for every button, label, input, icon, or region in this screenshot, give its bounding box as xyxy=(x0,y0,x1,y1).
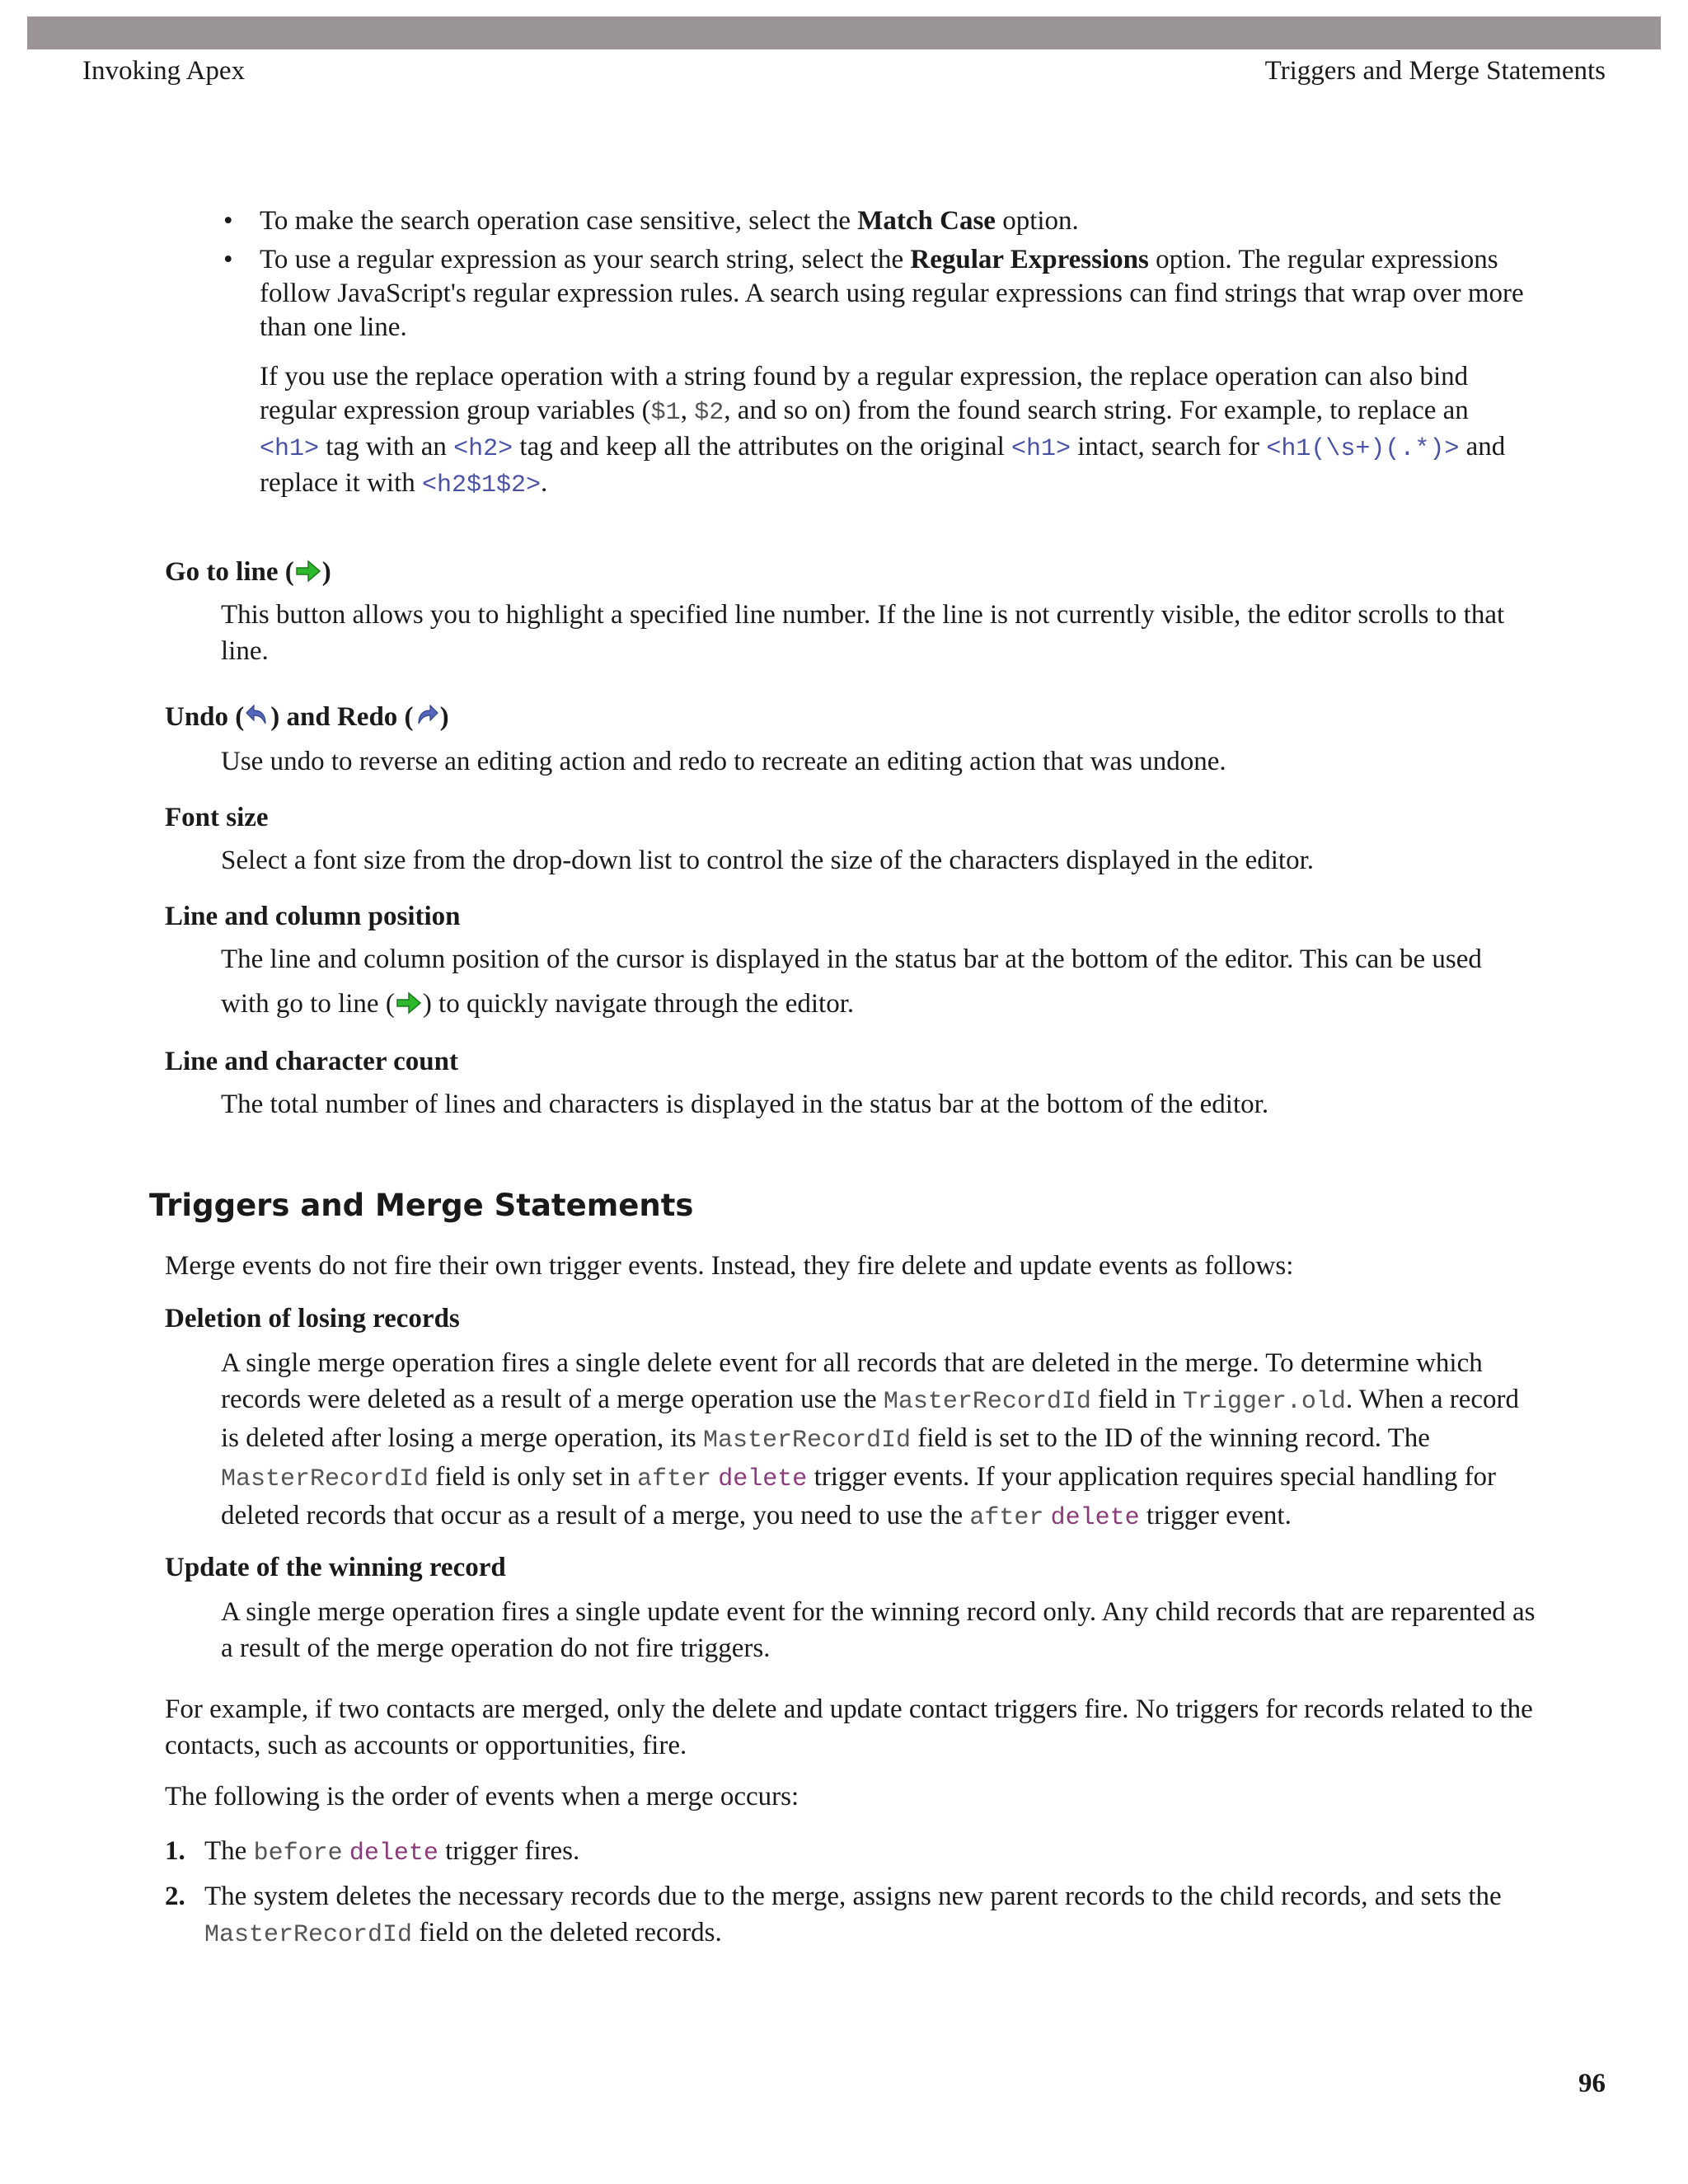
term-deletion: Deletion of losing records xyxy=(165,1304,460,1333)
bullet-dot: • xyxy=(223,206,233,236)
green-right-arrow-icon xyxy=(294,559,322,592)
list-item: 2. The system deletes the necessary records due to the merge, assigns new parent records to the child records, and sets the MasterRecordId field on the deleted records. xyxy=(165,1882,1502,1949)
numbered-list xyxy=(165,1835,1556,1953)
def-go-to-line: This button allows you to highlight a specified line number. If the line is not currently visible, the editor scrolls to that line. xyxy=(221,600,1505,666)
term-go-to-line: Go to line ( ) xyxy=(165,555,331,592)
header-section: Triggers and Merge Statements xyxy=(1264,56,1606,86)
def-font-size: Select a font size from the drop-down list to control the size of the characters displayed in the editor. xyxy=(221,846,1315,875)
order-intro: The following is the order of events when a merge occurs: xyxy=(165,1782,799,1811)
header-chapter: Invoking Apex xyxy=(82,56,246,86)
def-line-char-count: The total number of lines and characters is displayed in the status bar at the bottom of the editor. xyxy=(221,1090,1269,1119)
term-line-char-count: Line and character count xyxy=(165,1047,458,1076)
bullet-list xyxy=(223,204,1533,503)
term-update: Update of the winning record xyxy=(165,1553,506,1582)
term-line-column: Line and column position xyxy=(165,902,461,931)
def-update: A single merge operation fires a single update event for the winning record only. Any child records that are reparented as a result of the merge operation do not fire triggers. xyxy=(221,1597,1536,1663)
section-title: Triggers and Merge Statements xyxy=(149,1188,694,1223)
bullet-regex: • To use a regular expression as your search string, select the Regular Expressions option. The regular expressions follow JavaScript's regular expression rules. A search using regular expressions can find strings that wrap over more than one line. xyxy=(223,245,1524,342)
term-undo-redo: Undo ( ) and Redo ( ) xyxy=(165,701,449,737)
bullet-match-case: • To make the search operation case sensitive, select the Match Case option. xyxy=(260,204,1533,238)
term-font-size: Font size xyxy=(165,803,269,832)
green-right-arrow-icon xyxy=(395,989,423,1025)
page-number: 96 xyxy=(1578,2069,1606,2098)
undo-arrow-icon xyxy=(244,702,270,737)
def-undo-redo: Use undo to reverse an editing action and redo to recreate an editing action that was undone. xyxy=(221,747,1226,776)
def-deletion: A single merge operation fires a single delete event for all records that are deleted in the merge. To determine which records were deleted as a result of a merge operation use the MasterRecordId field in Trigger.old. When a record is deleted after losing a merge operation, its MasterRecordId field is set to the ID of the winning record. The MasterRecordId field is only set in after delete trigger events. If your application requires special handling for deleted records that occur as a result of a merge, you need to use the after delete trigger event. xyxy=(221,1348,1520,1532)
example-paragraph: For example, if two contacts are merged, only the delete and update contact triggers fire. No triggers for records related to the contacts, such as accounts or opportunities, fire. xyxy=(165,1694,1533,1760)
section-intro: Merge events do not fire their own trigger events. Instead, they fire delete and update events as follows: xyxy=(165,1251,1294,1281)
header-bar xyxy=(27,16,1661,49)
def-line-column: The line and column position of the cursor is displayed in the status bar at the bottom of the editor. This can be used with go to line ( ) to quickly navigate through the editor. xyxy=(221,941,1573,1025)
redo-arrow-icon xyxy=(414,702,440,737)
regex-replace-paragraph: If you use the replace operation with a string found by a regular expression, the replace operation can also bind regular expression group variables ($1, $2, and so on) from the found search string. For example, to replace an <h1> tag with an <h2> tag and keep all the attributes on the original <h1> intact, search for <h1(\s+)(.*)> and replace it with <h2$1$2>. xyxy=(260,362,1506,499)
list-item: 1. The before delete trigger fires. xyxy=(165,1836,580,1868)
bullet-dot: • xyxy=(223,245,233,274)
